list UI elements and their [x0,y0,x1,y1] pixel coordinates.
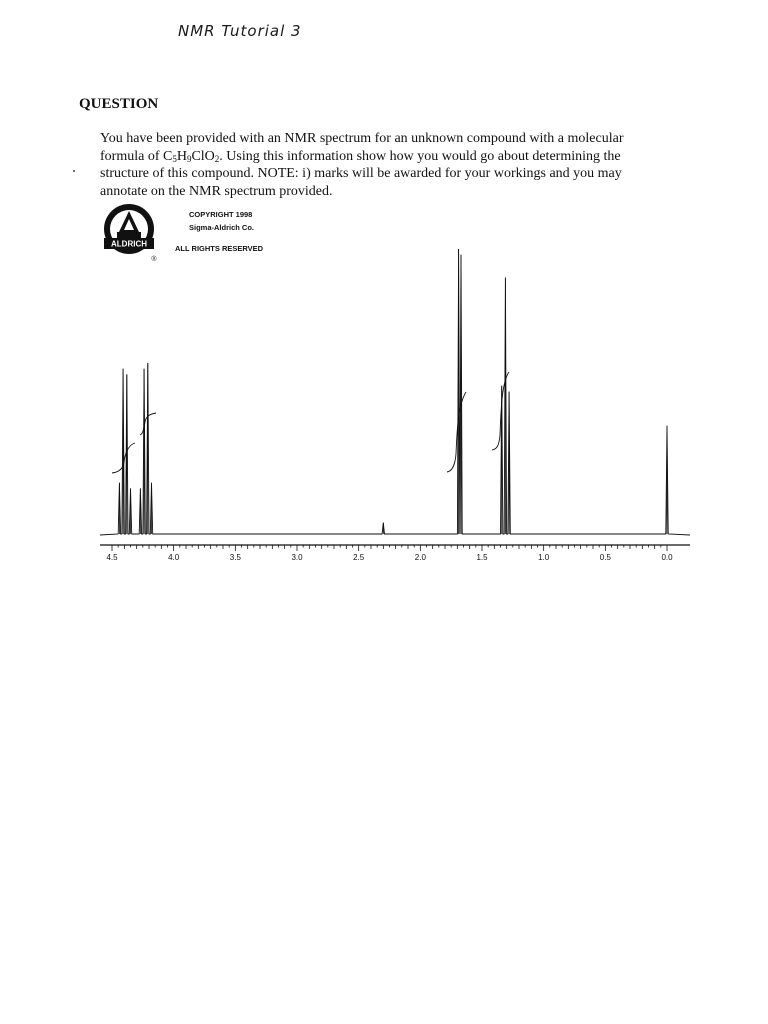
copyright-rights: ALL RIGHTS RESERVED [175,244,264,253]
spectrum-trace [100,249,690,535]
integral-curve-3 [447,392,466,472]
question-text-part4: . Using this information show how you would go about determining the structure of this compound. NOTE: i) marks will be awarded for your workings and you may annotate on the NMR spectrum provided. [100,148,622,199]
copyright-line: COPYRIGHT 1998 [189,210,253,219]
x-axis-tick-label: 1.0 [538,553,550,562]
margin-dot [73,170,75,172]
x-axis-tick-label: 4.5 [106,553,118,562]
copyright-company: Sigma-Aldrich Co. [189,223,255,232]
question-text-part2: H [176,148,187,164]
handwritten-title: NMR Tutorial 3 [178,22,302,40]
question-text [100,130,660,200]
x-axis-tick-label: 3.5 [229,553,241,562]
x-axis-tick-label: 2.5 [353,553,365,562]
formula-subscript-c: 5 [172,153,177,164]
nmr-spectrum [90,240,700,570]
x-axis-tick-label: 4.0 [168,553,180,562]
peak-layer [119,249,667,534]
logo-text: ALDRICH [111,239,147,249]
question-heading: QUESTION [79,96,159,112]
registered-mark: ® [151,256,157,263]
x-axis-ticks [112,545,667,551]
x-axis-labels [106,553,673,562]
x-axis-tick-label: 2.0 [414,553,426,562]
question-text-part3: ClO [191,148,215,164]
formula-subscript-h: 9 [186,153,192,164]
x-axis-tick-label: 3.0 [291,553,303,562]
x-axis-tick-label: 0.5 [599,553,611,562]
formula-subscript-o: 2 [214,153,220,164]
question-text-part1: You have been provided with an NMR spectrum for an unknown compound with a molecular formula of C [100,131,624,164]
x-axis-tick-label: 0.0 [661,553,673,562]
x-axis-tick-label: 1.5 [476,553,488,562]
integral-curves [112,372,509,473]
